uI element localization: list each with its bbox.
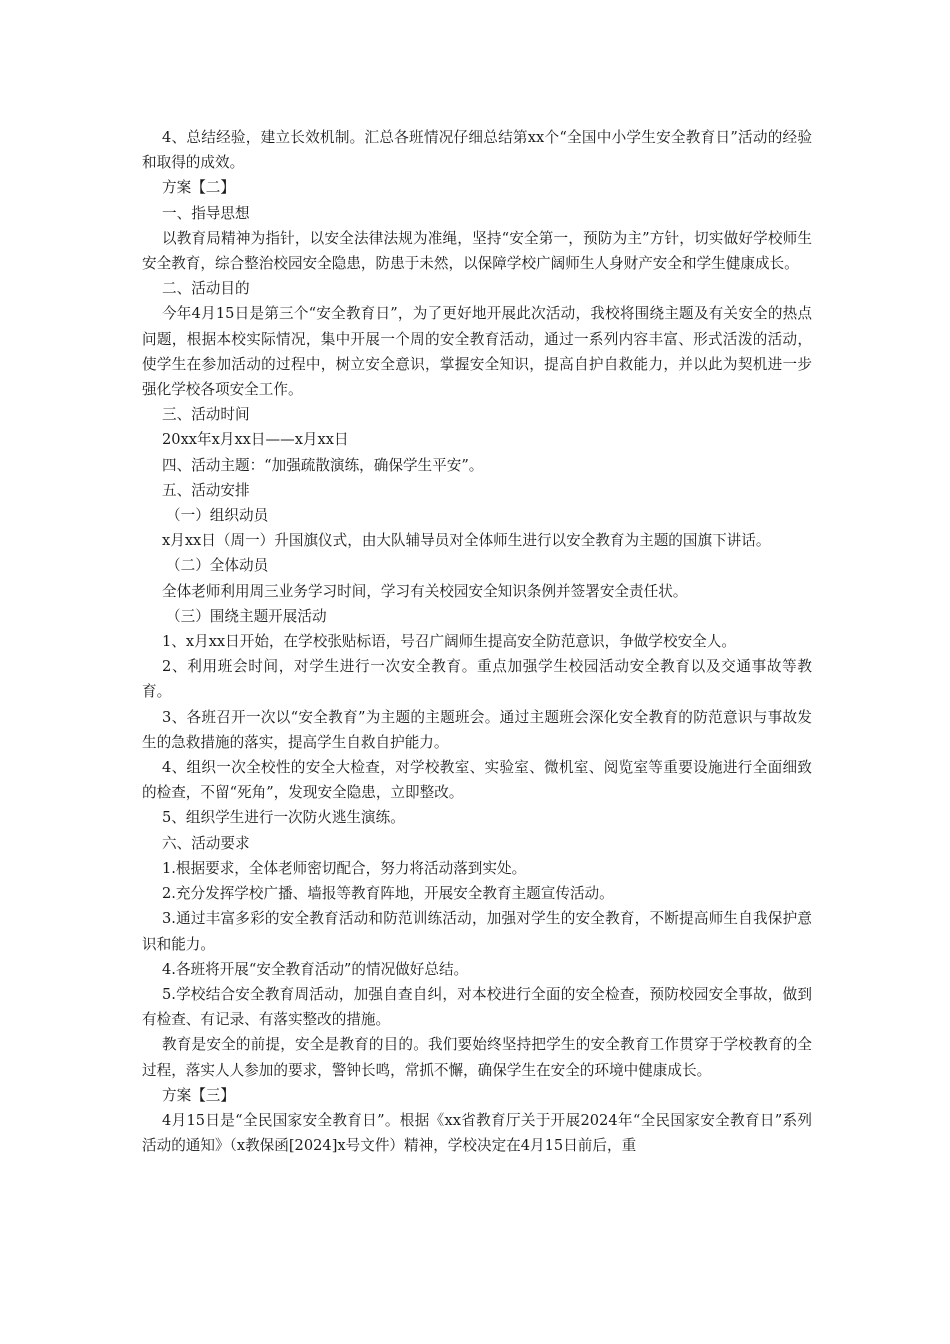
heading-activity-arrangement: 五、活动安排	[162, 481, 250, 499]
list-item-class-meeting: 2、利用班会时间，对学生进行一次安全教育。重点加强学生校园活动安全教育以及交通事故等教育。	[142, 658, 812, 701]
list-item-inspection: 4、组织一次全校性的安全大检查，对学校教室、实验室、微机室、阅览室等重要设施进行全面细致的检查，不留“死角”，发现安全隐患，立即整改。	[142, 759, 812, 802]
heading-activity-theme: 四、活动主题：“加强疏散演练，确保学生平安”。	[162, 456, 484, 474]
paragraph-staff-study: 全体老师利用周三业务学习时间，学习有关校园安全知识条例并签署安全责任状。	[162, 582, 688, 600]
requirement-item-1: 1.根据要求，全体老师密切配合，努力将活动落到实处。	[162, 859, 527, 877]
requirement-item-4: 4.各班将开展“安全教育活动”的情况做好总结。	[162, 960, 469, 978]
requirement-item-3: 3.通过丰富多彩的安全教育活动和防范训练活动，加强对学生的安全教育，不断提高师生自我保护意识和能力。	[142, 910, 812, 953]
list-item-fire-drill: 5、组织学生进行一次防火逃生演练。	[162, 809, 405, 827]
heading-activity-time: 三、活动时间	[162, 406, 250, 424]
requirement-item-5: 5.学校结合安全教育周活动，加强自查自纠，对本校进行全面的安全检查，预防校园安全事故，做到有检查、有记录、有落实整改的措施。	[142, 985, 812, 1029]
requirement-item-2: 2.充分发挥学校广播、墙报等教育阵地，开展安全教育主题宣传活动。	[162, 885, 614, 903]
subheading-theme-activities: （三）围绕主题开展活动	[166, 607, 327, 625]
heading-activity-purpose: 二、活动目的	[162, 280, 250, 298]
heading-guiding-thought: 一、指导思想	[162, 204, 250, 222]
heading-activity-requirements: 六、活动要求	[162, 834, 250, 852]
paragraph-plan-3-intro: 4月15日是“全民国家安全教育日”。根据《xx省教育厅关于开展2024年“全民国家安全教育日”系列活动的通知》（x教保函[2024]x号文件）精神，学校决定在4月15日前后，重	[142, 1111, 812, 1155]
paragraph-summary-4: 4、总结经验，建立长效机制。汇总各班情况仔细总结第xx个“全国中小学生安全教育日”活动的经验和取得的成效。	[142, 129, 812, 172]
list-item-slogans: 1、x月xx日开始，在学校张贴标语，号召广阔师生提高安全防范意识，争做学校安全人。	[162, 633, 736, 651]
paragraph-activity-purpose: 今年4月15日是第三个“安全教育日”，为了更好地开展此次活动，我校将围绕主题及有关安全的热点问题，根据本校实际情况，集中开展一个周的安全教育活动，通过一系列内容丰富、形式活泼的活动，使学生在参加活动的过程中，树立安全意识，掌握安全知识，提高自护自救能力，并以此为契机进一步强化学校各项安全工作。	[142, 305, 812, 399]
list-item-theme-meeting: 3、各班召开一次以“安全教育”为主题的主题班会。通过主题班会深化安全教育的防范意识与事故发生的急救措施的落实，提高学生自救自护能力。	[142, 708, 812, 751]
subheading-mobilization: （一）组织动员	[166, 507, 269, 525]
subheading-all-staff: （二）全体动员	[166, 557, 269, 575]
paragraph-guiding-thought: 以教育局精神为指针，以安全法律法规为准绳，坚持“安全第一，预防为主”方针，切实做好学校师生安全教育，综合整治校园安全隐患，防患于未然，以保障学校广阔师生人身财产安全和学生健康成长。	[142, 229, 812, 273]
paragraph-activity-time: 20xx年x月xx日——x月xx日	[162, 431, 349, 449]
heading-plan-2: 方案【二】	[162, 179, 235, 197]
heading-plan-3: 方案【三】	[162, 1086, 235, 1104]
document-body	[142, 125, 812, 1158]
paragraph-flag-ceremony: x月xx日（周一）升国旗仪式，由大队辅导员对全体师生进行以安全教育为主题的国旗下讲话。	[162, 532, 771, 550]
paragraph-conclusion: 教育是安全的前提，安全是教育的目的。我们要始终坚持把学生的安全教育工作贯穿于学校教育的全过程，落实人人参加的要求，警钟长鸣，常抓不懈，确保学生在安全的环境中健康成长。	[142, 1036, 812, 1079]
